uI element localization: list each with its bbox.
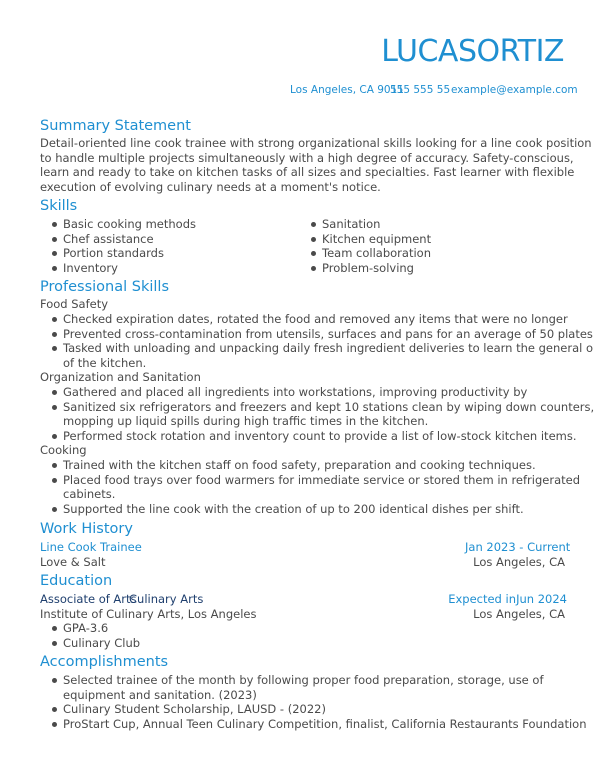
school-location: Los Angeles, CA — [473, 607, 565, 621]
skill-bullet: Prevented cross-contamination from utensils, surfaces and pans for an average of 50 plates — [63, 327, 593, 341]
degree: Associate of Arts — [40, 592, 137, 606]
accomplishment-bullet-continuation: equipment and sanitation. (2023) — [63, 688, 257, 702]
accomplishments-heading: Accomplishments — [40, 654, 169, 670]
accomplishment-bullet: ProStart Cup, Annual Teen Culinary Competition, finalist, California Restaurants Foundation — [63, 717, 587, 731]
skill-bullet: Sanitized six refrigerators and freezers and kept 10 stations clean by wiping down counters, — [63, 400, 595, 414]
contact-email: example@example.com — [451, 84, 578, 96]
skill-item: Sanitation — [322, 217, 432, 232]
education-expected-label: Expected in — [448, 592, 516, 606]
skill-bullet: Supported the line cook with the creation of up to 200 identical dishes per shift. — [63, 502, 524, 516]
summary-line: Detail-oriented line cook trainee with strong organizational skills looking for a line cook position — [40, 136, 592, 150]
skill-item: Kitchen equipment — [322, 232, 432, 246]
summary-line: learn and ready to take on kitchen tasks of all sizes and specialties. Fast learner with flexible — [40, 165, 575, 179]
summary-line: execution of evolving culinary needs at a moment's notice. — [40, 179, 381, 194]
skill-item: Chef assistance — [63, 232, 154, 246]
skill-bullet: Performed stock rotation and inventory count to provide a list of low-stock kitchen items. — [63, 429, 577, 443]
contact-line — [290, 84, 578, 98]
skill-bullet: Trained with the kitchen staff on food safety, preparation and cooking techniques. — [63, 458, 536, 472]
accomplishment-bullet: Culinary Student Scholarship, LAUSD - (2022) — [63, 702, 326, 716]
skill-bullet: Tasked with unloading and unpacking daily fresh ingredient deliveries to learn the general o — [63, 341, 594, 355]
summary-line: to handle multiple projects simultaneously with a high degree of accuracy. Safety-conscious, — [40, 150, 574, 165]
candidate-name: LUCASORTIZ — [381, 34, 564, 69]
skill-group-title: Cooking — [40, 443, 87, 457]
education-heading: Education — [40, 573, 113, 589]
job-dates: Jan 2023 - Current — [465, 540, 571, 554]
skill-item: Basic cooking methods — [63, 217, 196, 231]
summary-paragraph — [40, 136, 592, 194]
work-history-heading: Work History — [40, 521, 133, 537]
accomplishment-bullet: Selected trainee of the month by following proper food preparation, storage, use of — [63, 673, 544, 687]
degree-field: Culinary Arts — [129, 592, 204, 606]
skill-bullet-continuation: of the kitchen. — [63, 356, 147, 370]
skill-bullet: Gathered and placed all ingredients into workstations, improving productivity by — [63, 385, 528, 399]
skill-item: Inventory — [63, 261, 173, 276]
job-title: Line Cook Trainee — [40, 540, 142, 554]
skill-group-title: Organization and Sanitation — [40, 370, 201, 384]
education-date: Jun 2024 — [516, 592, 567, 606]
skills-heading: Skills — [40, 198, 78, 214]
education-bullet: Culinary Club — [63, 636, 141, 650]
skill-item: Team collaboration — [322, 246, 431, 260]
skill-item: Portion standards — [63, 246, 173, 261]
school-name: Institute of Culinary Arts, Los Angeles — [40, 607, 257, 621]
contact-phone: 555 555 55 — [390, 84, 451, 96]
skill-bullet: Checked expiration dates, rotated the food and removed any items that were no longer — [63, 312, 568, 326]
job-location: Los Angeles, CA — [473, 555, 565, 569]
summary-heading: Summary Statement — [40, 118, 191, 134]
skill-group-title: Food Safety — [40, 297, 109, 311]
skill-item: Problem-solving — [322, 261, 432, 276]
skill-bullet-continuation: cabinets. — [63, 487, 116, 501]
job-company: Love & Salt — [40, 555, 106, 569]
education-bullet: GPA-3.6 — [63, 621, 153, 636]
professional-skills-heading: Professional Skills — [40, 279, 169, 295]
contact-city: Los Angeles, CA 9011 — [290, 84, 404, 96]
skill-bullet-continuation: mopping up liquid spills during high traffic times in the kitchen. — [63, 414, 429, 428]
skill-bullet: Placed food trays over food warmers for immediate service or stored them in refrigerated — [63, 473, 581, 487]
